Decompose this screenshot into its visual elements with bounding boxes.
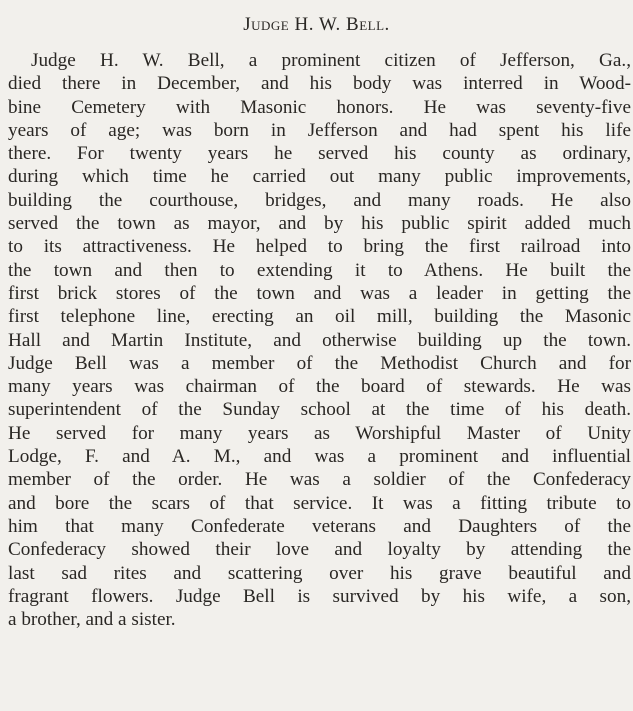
body-line: superintendent of the Sunday school at the time of his death. <box>8 399 631 421</box>
body-line: years of age; was born in Jefferson and had spent his life <box>8 119 631 141</box>
body-line: served the town as mayor, and by his public spirit added much <box>8 213 631 235</box>
body-line: first telephone line, erecting an oil mill, building the Masonic <box>8 306 631 328</box>
body-line: Hall and Martin Institute, and otherwise building up the town. <box>8 329 631 351</box>
article-title-text: Judge H. W. Bell. <box>243 14 390 35</box>
body-line: many years was chairman of the board of stewards. He was <box>8 376 631 398</box>
body-line: bine Cemetery with Masonic honors. He was seventy-five <box>8 96 631 118</box>
body-line: fragrant flowers. Judge Bell is survived by his wife, a son, <box>8 585 631 607</box>
article-title <box>0 15 633 35</box>
body-line: building the courthouse, bridges, and many roads. He also <box>8 189 631 211</box>
body-line: last sad rites and scattering over his grave beautiful and <box>8 562 631 584</box>
body-line: him that many Confederate veterans and Daughters of the <box>8 515 631 537</box>
body-line: Confederacy showed their love and loyalty by attending the <box>8 539 631 561</box>
body-line: Judge Bell was a member of the Methodist Church and for <box>8 352 631 374</box>
body-line: a brother, and a sister. <box>8 609 176 631</box>
body-line: died there in December, and his body was interred in Wood- <box>8 73 631 95</box>
body-line: the town and then to extending it to Athens. He built the <box>8 259 631 281</box>
body-line: and bore the scars of that service. It was a fitting tribute to <box>8 492 631 514</box>
body-line: He served for many years as Worshipful Master of Unity <box>8 422 631 444</box>
body-line: there. For twenty years he served his county as ordinary, <box>8 143 631 165</box>
article-body <box>8 49 631 631</box>
body-line: during which time he carried out many public improvements, <box>8 166 631 188</box>
body-line: Lodge, F. and A. M., and was a prominent and influential <box>8 446 631 468</box>
body-line: Judge H. W. Bell, a prominent citizen of Jefferson, Ga., <box>31 50 631 71</box>
body-line: to its attractiveness. He helped to bring the first railroad into <box>8 236 631 258</box>
body-line: first brick stores of the town and was a leader in getting the <box>8 282 631 304</box>
body-line: member of the order. He was a soldier of the Confederacy <box>8 469 631 491</box>
